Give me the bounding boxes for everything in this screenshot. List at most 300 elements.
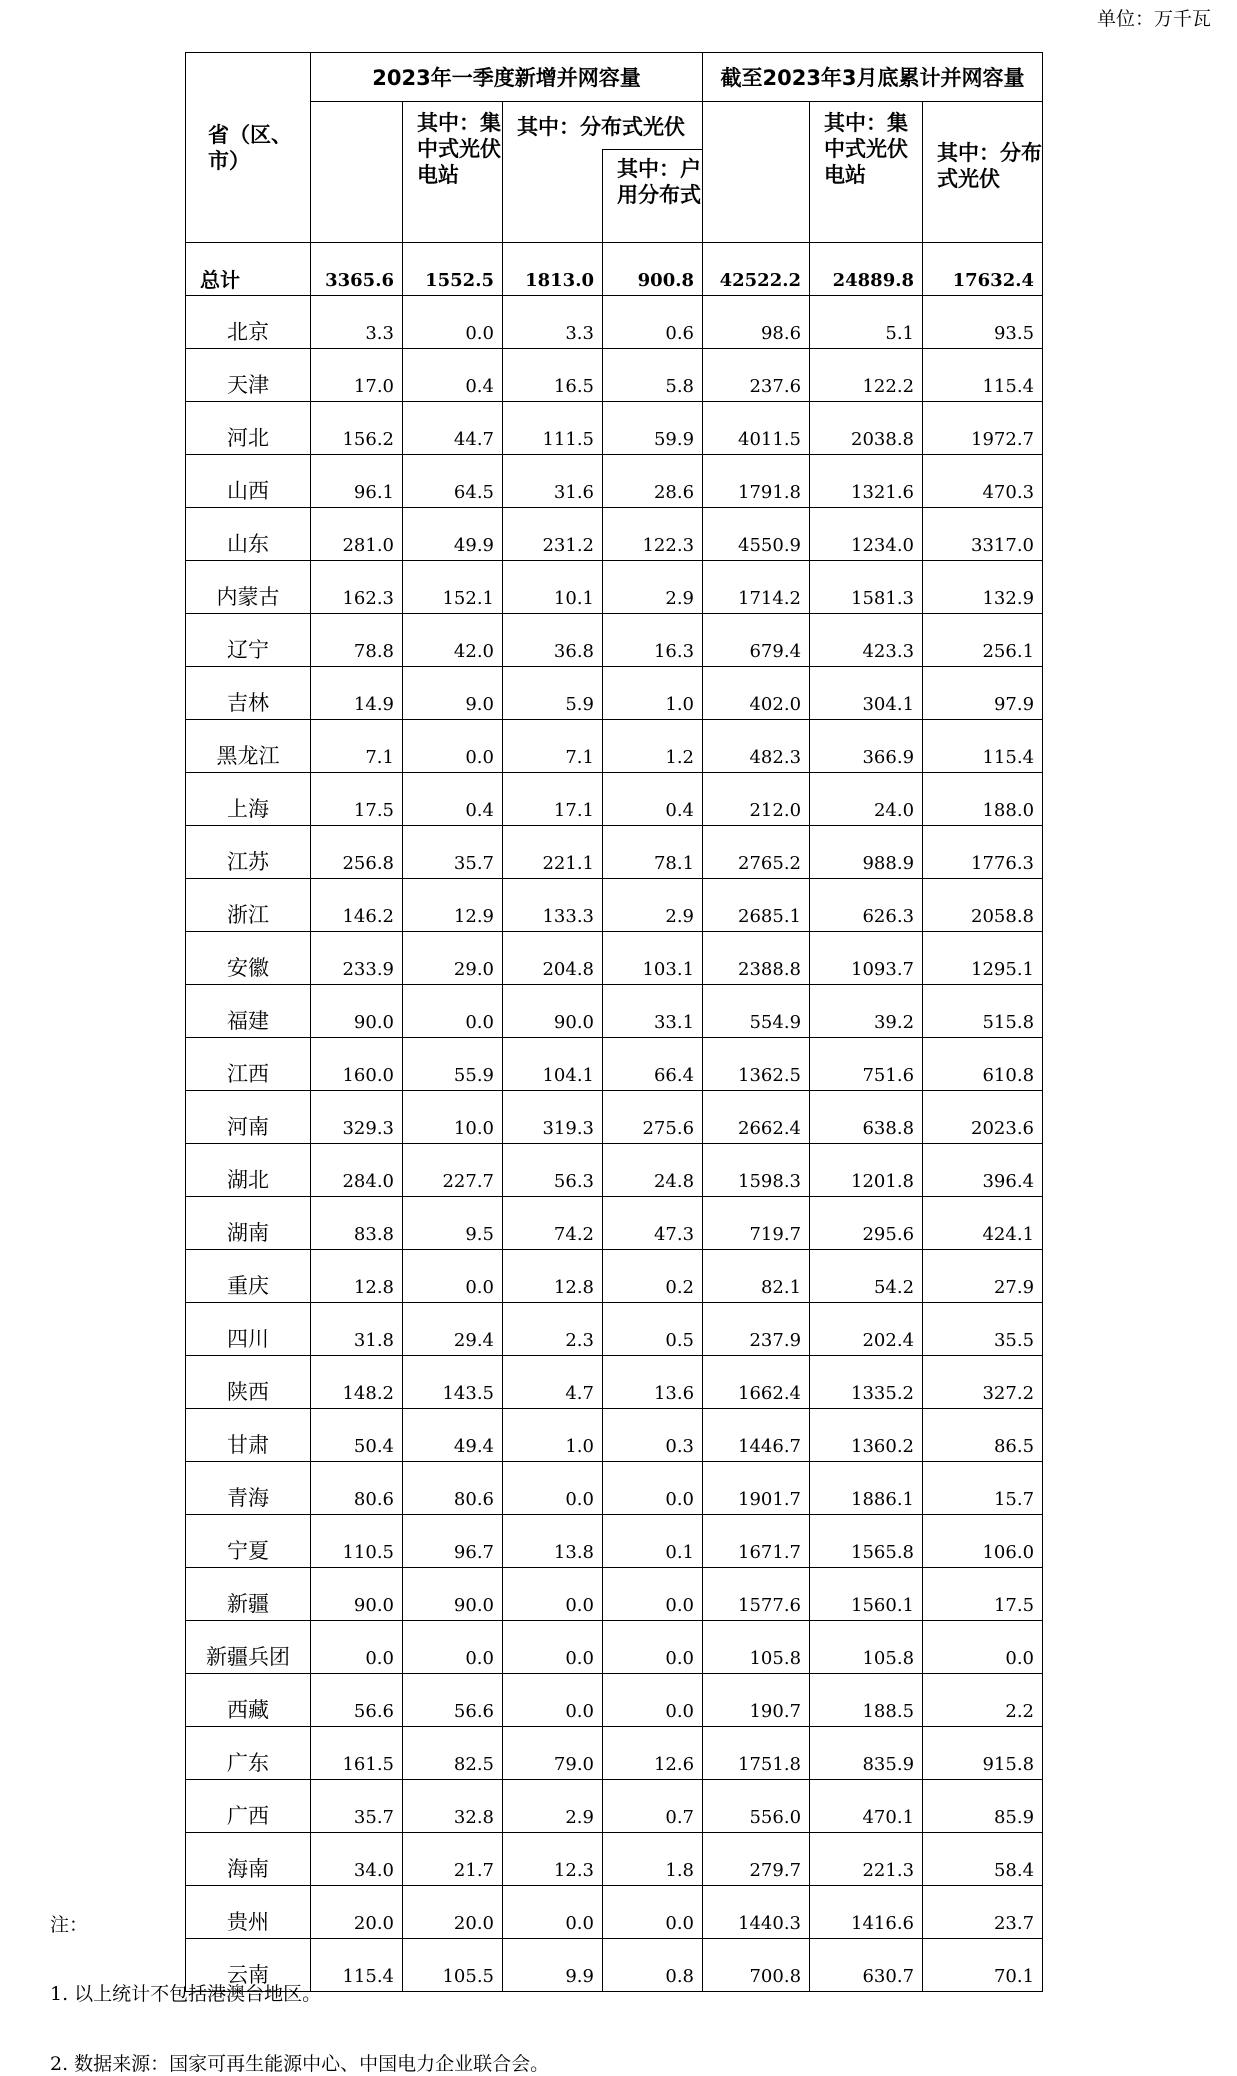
value-cell: 17.5 <box>923 1568 1043 1621</box>
region-name: 福建 <box>186 985 311 1038</box>
value-cell: 36.8 <box>503 614 603 667</box>
value-cell: 626.3 <box>810 879 923 932</box>
value-cell: 1565.8 <box>810 1515 923 1568</box>
header-total-new <box>311 102 403 243</box>
value-cell: 630.7 <box>810 1939 923 1992</box>
value-cell: 227.7 <box>403 1144 503 1197</box>
header-central-cumulative: 其中：集中式光伏电站 <box>810 102 923 243</box>
value-cell: 1577.6 <box>703 1568 810 1621</box>
value-cell: 237.6 <box>703 349 810 402</box>
value-cell: 13.6 <box>603 1356 703 1409</box>
value-cell: 132.9 <box>923 561 1043 614</box>
value-cell: 4011.5 <box>703 402 810 455</box>
value-cell: 78.1 <box>603 826 703 879</box>
value-cell: 424.1 <box>923 1197 1043 1250</box>
value-cell: 115.4 <box>923 720 1043 773</box>
value-cell: 0.0 <box>503 1462 603 1515</box>
value-cell: 1886.1 <box>810 1462 923 1515</box>
value-cell: 0.0 <box>603 1886 703 1939</box>
value-cell: 2685.1 <box>703 879 810 932</box>
value-cell: 3.3 <box>503 296 603 349</box>
value-cell: 24.8 <box>603 1144 703 1197</box>
region-name: 湖北 <box>186 1144 311 1197</box>
value-cell: 161.5 <box>311 1727 403 1780</box>
region-name: 黑龙江 <box>186 720 311 773</box>
value-cell: 160.0 <box>311 1038 403 1091</box>
value-cell: 1321.6 <box>810 455 923 508</box>
value-cell: 470.1 <box>810 1780 923 1833</box>
value-cell: 319.3 <box>503 1091 603 1144</box>
region-name: 山西 <box>186 455 311 508</box>
value-cell: 1093.7 <box>810 932 923 985</box>
value-cell: 1671.7 <box>703 1515 810 1568</box>
value-cell: 0.2 <box>603 1250 703 1303</box>
value-cell: 106.0 <box>923 1515 1043 1568</box>
value-cell: 28.6 <box>603 455 703 508</box>
value-cell: 15.7 <box>923 1462 1043 1515</box>
value-cell: 14.9 <box>311 667 403 720</box>
value-cell: 1.2 <box>603 720 703 773</box>
table-row <box>186 1250 1043 1303</box>
value-cell: 1552.5 <box>403 243 503 296</box>
value-cell: 4.7 <box>503 1356 603 1409</box>
value-cell: 42.0 <box>403 614 503 667</box>
value-cell: 35.7 <box>403 826 503 879</box>
value-cell: 80.6 <box>311 1462 403 1515</box>
value-cell: 988.9 <box>810 826 923 879</box>
value-cell: 1440.3 <box>703 1886 810 1939</box>
region-name: 总计 <box>186 243 311 296</box>
region-name: 西藏 <box>186 1674 311 1727</box>
value-cell: 1662.4 <box>703 1356 810 1409</box>
value-cell: 56.6 <box>403 1674 503 1727</box>
value-cell: 58.4 <box>923 1833 1043 1886</box>
value-cell: 31.8 <box>311 1303 403 1356</box>
value-cell: 366.9 <box>810 720 923 773</box>
value-cell: 2662.4 <box>703 1091 810 1144</box>
value-cell: 5.8 <box>603 349 703 402</box>
value-cell: 86.5 <box>923 1409 1043 1462</box>
header-total-cumulative <box>703 102 810 243</box>
value-cell: 402.0 <box>703 667 810 720</box>
table-row <box>186 667 1043 720</box>
header-group-cumulative: 截至2023年3月底累计并网容量 <box>703 53 1043 102</box>
value-cell: 105.8 <box>810 1621 923 1674</box>
region-name: 天津 <box>186 349 311 402</box>
table-row-total <box>186 243 1043 296</box>
value-cell: 115.4 <box>311 1939 403 1992</box>
value-cell: 1362.5 <box>703 1038 810 1091</box>
region-name: 海南 <box>186 1833 311 1886</box>
value-cell: 1416.6 <box>810 1886 923 1939</box>
value-cell: 1714.2 <box>703 561 810 614</box>
value-cell: 16.3 <box>603 614 703 667</box>
value-cell: 1335.2 <box>810 1356 923 1409</box>
region-name: 河北 <box>186 402 311 455</box>
value-cell: 148.2 <box>311 1356 403 1409</box>
region-name: 内蒙古 <box>186 561 311 614</box>
value-cell: 1234.0 <box>810 508 923 561</box>
value-cell: 0.0 <box>603 1462 703 1515</box>
value-cell: 35.7 <box>311 1780 403 1833</box>
value-cell: 256.1 <box>923 614 1043 667</box>
value-cell: 396.4 <box>923 1144 1043 1197</box>
value-cell: 29.0 <box>403 932 503 985</box>
value-cell: 82.1 <box>703 1250 810 1303</box>
value-cell: 279.7 <box>703 1833 810 1886</box>
value-cell: 1776.3 <box>923 826 1043 879</box>
value-cell: 3365.6 <box>311 243 403 296</box>
value-cell: 20.0 <box>403 1886 503 1939</box>
value-cell: 221.3 <box>810 1833 923 1886</box>
value-cell: 0.7 <box>603 1780 703 1833</box>
value-cell: 1791.8 <box>703 455 810 508</box>
value-cell: 0.0 <box>403 985 503 1038</box>
region-name: 甘肃 <box>186 1409 311 1462</box>
table-row <box>186 1409 1043 1462</box>
value-cell: 1.0 <box>503 1409 603 1462</box>
table-row <box>186 1356 1043 1409</box>
table-row <box>186 1727 1043 1780</box>
value-cell: 256.8 <box>311 826 403 879</box>
value-cell: 13.8 <box>503 1515 603 1568</box>
value-cell: 915.8 <box>923 1727 1043 1780</box>
value-cell: 1201.8 <box>810 1144 923 1197</box>
table-row <box>186 985 1043 1038</box>
table-body <box>186 243 1043 1992</box>
region-name: 贵州 <box>186 1886 311 1939</box>
value-cell: 21.7 <box>403 1833 503 1886</box>
value-cell: 0.0 <box>503 1621 603 1674</box>
value-cell: 237.9 <box>703 1303 810 1356</box>
value-cell: 0.6 <box>603 296 703 349</box>
value-cell: 35.5 <box>923 1303 1043 1356</box>
value-cell: 10.1 <box>503 561 603 614</box>
value-cell: 16.5 <box>503 349 603 402</box>
value-cell: 275.6 <box>603 1091 703 1144</box>
region-name: 江苏 <box>186 826 311 879</box>
value-cell: 3.3 <box>311 296 403 349</box>
value-cell: 64.5 <box>403 455 503 508</box>
value-cell: 44.7 <box>403 402 503 455</box>
table-row <box>186 1515 1043 1568</box>
table-row <box>186 1621 1043 1674</box>
value-cell: 105.5 <box>403 1939 503 1992</box>
value-cell: 74.2 <box>503 1197 603 1250</box>
region-name: 湖南 <box>186 1197 311 1250</box>
table-row <box>186 402 1043 455</box>
value-cell: 2765.2 <box>703 826 810 879</box>
region-name: 新疆兵团 <box>186 1621 311 1674</box>
value-cell: 39.2 <box>810 985 923 1038</box>
value-cell: 56.3 <box>503 1144 603 1197</box>
value-cell: 2.9 <box>503 1780 603 1833</box>
value-cell: 1751.8 <box>703 1727 810 1780</box>
value-cell: 638.8 <box>810 1091 923 1144</box>
value-cell: 0.0 <box>311 1621 403 1674</box>
value-cell: 7.1 <box>311 720 403 773</box>
value-cell: 10.0 <box>403 1091 503 1144</box>
value-cell: 0.8 <box>603 1939 703 1992</box>
value-cell: 221.1 <box>503 826 603 879</box>
value-cell: 188.0 <box>923 773 1043 826</box>
value-cell: 1.8 <box>603 1833 703 1886</box>
value-cell: 0.0 <box>923 1621 1043 1674</box>
region-name: 广西 <box>186 1780 311 1833</box>
value-cell: 17.5 <box>311 773 403 826</box>
value-cell: 24.0 <box>810 773 923 826</box>
value-cell: 17.0 <box>311 349 403 402</box>
value-cell: 82.5 <box>403 1727 503 1780</box>
value-cell: 56.6 <box>311 1674 403 1727</box>
value-cell: 2.9 <box>603 879 703 932</box>
value-cell: 1446.7 <box>703 1409 810 1462</box>
header-distributed-cumulative: 其中：分布式光伏 <box>923 102 1043 243</box>
value-cell: 281.0 <box>311 508 403 561</box>
value-cell: 304.1 <box>810 667 923 720</box>
table-row <box>186 1886 1043 1939</box>
region-name: 河南 <box>186 1091 311 1144</box>
value-cell: 98.6 <box>703 296 810 349</box>
table-row <box>186 1144 1043 1197</box>
region-name: 山东 <box>186 508 311 561</box>
value-cell: 83.8 <box>311 1197 403 1250</box>
value-cell: 152.1 <box>403 561 503 614</box>
value-cell: 54.2 <box>810 1250 923 1303</box>
table-row <box>186 1197 1043 1250</box>
header-group-new: 2023年一季度新增并网容量 <box>311 53 703 102</box>
unit-label: 单位：万千瓦 <box>1096 8 1211 30</box>
value-cell: 80.6 <box>403 1462 503 1515</box>
header-region: 省（区、市） <box>186 53 311 243</box>
pv-capacity-table-container <box>185 52 1043 1992</box>
value-cell: 188.5 <box>810 1674 923 1727</box>
value-cell: 0.3 <box>603 1409 703 1462</box>
value-cell: 115.4 <box>923 349 1043 402</box>
value-cell: 0.0 <box>403 1621 503 1674</box>
value-cell: 0.4 <box>403 773 503 826</box>
value-cell: 5.9 <box>503 667 603 720</box>
value-cell: 1581.3 <box>810 561 923 614</box>
value-cell: 835.9 <box>810 1727 923 1780</box>
value-cell: 17632.4 <box>923 243 1043 296</box>
region-name: 青海 <box>186 1462 311 1515</box>
value-cell: 5.1 <box>810 296 923 349</box>
value-cell: 554.9 <box>703 985 810 1038</box>
value-cell: 85.9 <box>923 1780 1043 1833</box>
table-row <box>186 508 1043 561</box>
value-cell: 2.3 <box>503 1303 603 1356</box>
table-row <box>186 1303 1043 1356</box>
region-name: 辽宁 <box>186 614 311 667</box>
value-cell: 470.3 <box>923 455 1043 508</box>
region-name: 重庆 <box>186 1250 311 1303</box>
value-cell: 162.3 <box>311 561 403 614</box>
value-cell: 719.7 <box>703 1197 810 1250</box>
value-cell: 0.0 <box>603 1621 703 1674</box>
table-row <box>186 349 1043 402</box>
value-cell: 96.7 <box>403 1515 503 1568</box>
value-cell: 12.9 <box>403 879 503 932</box>
region-name: 广东 <box>186 1727 311 1780</box>
value-cell: 103.1 <box>603 932 703 985</box>
region-name: 云南 <box>186 1939 311 1992</box>
value-cell: 423.3 <box>810 614 923 667</box>
region-name: 上海 <box>186 773 311 826</box>
value-cell: 0.4 <box>603 773 703 826</box>
value-cell: 3317.0 <box>923 508 1043 561</box>
value-cell: 49.9 <box>403 508 503 561</box>
value-cell: 1360.2 <box>810 1409 923 1462</box>
table-row <box>186 1462 1043 1515</box>
table-row <box>186 1091 1043 1144</box>
value-cell: 900.8 <box>603 243 703 296</box>
value-cell: 2.2 <box>923 1674 1043 1727</box>
value-cell: 12.3 <box>503 1833 603 1886</box>
value-cell: 12.6 <box>603 1727 703 1780</box>
notes-title: 注： <box>50 1914 89 1936</box>
value-cell: 27.9 <box>923 1250 1043 1303</box>
region-name: 吉林 <box>186 667 311 720</box>
value-cell: 24889.8 <box>810 243 923 296</box>
value-cell: 9.0 <box>403 667 503 720</box>
value-cell: 59.9 <box>603 402 703 455</box>
value-cell: 111.5 <box>503 402 603 455</box>
value-cell: 0.0 <box>503 1568 603 1621</box>
header-distributed-new: 其中：分布式光伏 <box>503 102 703 150</box>
value-cell: 204.8 <box>503 932 603 985</box>
value-cell: 90.0 <box>403 1568 503 1621</box>
value-cell: 0.0 <box>603 1568 703 1621</box>
value-cell: 42522.2 <box>703 243 810 296</box>
value-cell: 55.9 <box>403 1038 503 1091</box>
table-row <box>186 932 1043 985</box>
value-cell: 231.2 <box>503 508 603 561</box>
value-cell: 329.3 <box>311 1091 403 1144</box>
value-cell: 4550.9 <box>703 508 810 561</box>
region-name: 江西 <box>186 1038 311 1091</box>
region-name: 新疆 <box>186 1568 311 1621</box>
value-cell: 29.4 <box>403 1303 503 1356</box>
value-cell: 156.2 <box>311 402 403 455</box>
value-cell: 212.0 <box>703 773 810 826</box>
value-cell: 1972.7 <box>923 402 1043 455</box>
table-row <box>186 720 1043 773</box>
value-cell: 31.6 <box>503 455 603 508</box>
region-name: 陕西 <box>186 1356 311 1409</box>
value-cell: 700.8 <box>703 1939 810 1992</box>
value-cell: 327.2 <box>923 1356 1043 1409</box>
value-cell: 32.8 <box>403 1780 503 1833</box>
value-cell: 556.0 <box>703 1780 810 1833</box>
value-cell: 12.8 <box>311 1250 403 1303</box>
table-row <box>186 296 1043 349</box>
region-name: 宁夏 <box>186 1515 311 1568</box>
table-row <box>186 1674 1043 1727</box>
value-cell: 97.9 <box>923 667 1043 720</box>
value-cell: 34.0 <box>311 1833 403 1886</box>
value-cell: 49.4 <box>403 1409 503 1462</box>
region-name: 安徽 <box>186 932 311 985</box>
table-row <box>186 455 1043 508</box>
value-cell: 295.6 <box>810 1197 923 1250</box>
value-cell: 122.3 <box>603 508 703 561</box>
value-cell: 0.0 <box>403 720 503 773</box>
value-cell: 33.1 <box>603 985 703 1038</box>
table-row <box>186 1780 1043 1833</box>
value-cell: 2058.8 <box>923 879 1043 932</box>
value-cell: 47.3 <box>603 1197 703 1250</box>
value-cell: 12.8 <box>503 1250 603 1303</box>
value-cell: 482.3 <box>703 720 810 773</box>
value-cell: 79.0 <box>503 1727 603 1780</box>
note-item: 1. 以上统计不包括港澳台地区。 <box>50 1983 322 2005</box>
value-cell: 122.2 <box>810 349 923 402</box>
header-household-new: 其中：户用分布式 <box>603 150 703 243</box>
value-cell: 90.0 <box>311 1568 403 1621</box>
value-cell: 143.5 <box>403 1356 503 1409</box>
header-distributed-new-blank <box>503 150 603 243</box>
value-cell: 0.0 <box>603 1674 703 1727</box>
value-cell: 17.1 <box>503 773 603 826</box>
value-cell: 679.4 <box>703 614 810 667</box>
value-cell: 2038.8 <box>810 402 923 455</box>
table-row <box>186 614 1043 667</box>
pv-capacity-table <box>185 52 1043 1992</box>
value-cell: 233.9 <box>311 932 403 985</box>
value-cell: 9.5 <box>403 1197 503 1250</box>
value-cell: 1.0 <box>603 667 703 720</box>
value-cell: 0.0 <box>503 1674 603 1727</box>
value-cell: 1813.0 <box>503 243 603 296</box>
value-cell: 93.5 <box>923 296 1043 349</box>
value-cell: 104.1 <box>503 1038 603 1091</box>
value-cell: 0.5 <box>603 1303 703 1356</box>
value-cell: 2.9 <box>603 561 703 614</box>
value-cell: 70.1 <box>923 1939 1043 1992</box>
value-cell: 202.4 <box>810 1303 923 1356</box>
value-cell: 751.6 <box>810 1038 923 1091</box>
table-row <box>186 1038 1043 1091</box>
value-cell: 1901.7 <box>703 1462 810 1515</box>
table-row <box>186 1833 1043 1886</box>
value-cell: 110.5 <box>311 1515 403 1568</box>
value-cell: 1598.3 <box>703 1144 810 1197</box>
value-cell: 1295.1 <box>923 932 1043 985</box>
value-cell: 90.0 <box>311 985 403 1038</box>
value-cell: 9.9 <box>503 1939 603 1992</box>
value-cell: 96.1 <box>311 455 403 508</box>
value-cell: 7.1 <box>503 720 603 773</box>
region-name: 浙江 <box>186 879 311 932</box>
value-cell: 133.3 <box>503 879 603 932</box>
value-cell: 66.4 <box>603 1038 703 1091</box>
value-cell: 2023.6 <box>923 1091 1043 1144</box>
value-cell: 78.8 <box>311 614 403 667</box>
value-cell: 23.7 <box>923 1886 1043 1939</box>
value-cell: 90.0 <box>503 985 603 1038</box>
region-name: 北京 <box>186 296 311 349</box>
value-cell: 0.0 <box>403 1250 503 1303</box>
table-row <box>186 879 1043 932</box>
value-cell: 284.0 <box>311 1144 403 1197</box>
value-cell: 190.7 <box>703 1674 810 1727</box>
table-row <box>186 773 1043 826</box>
value-cell: 1560.1 <box>810 1568 923 1621</box>
value-cell: 20.0 <box>311 1886 403 1939</box>
table-row <box>186 561 1043 614</box>
value-cell: 0.4 <box>403 349 503 402</box>
